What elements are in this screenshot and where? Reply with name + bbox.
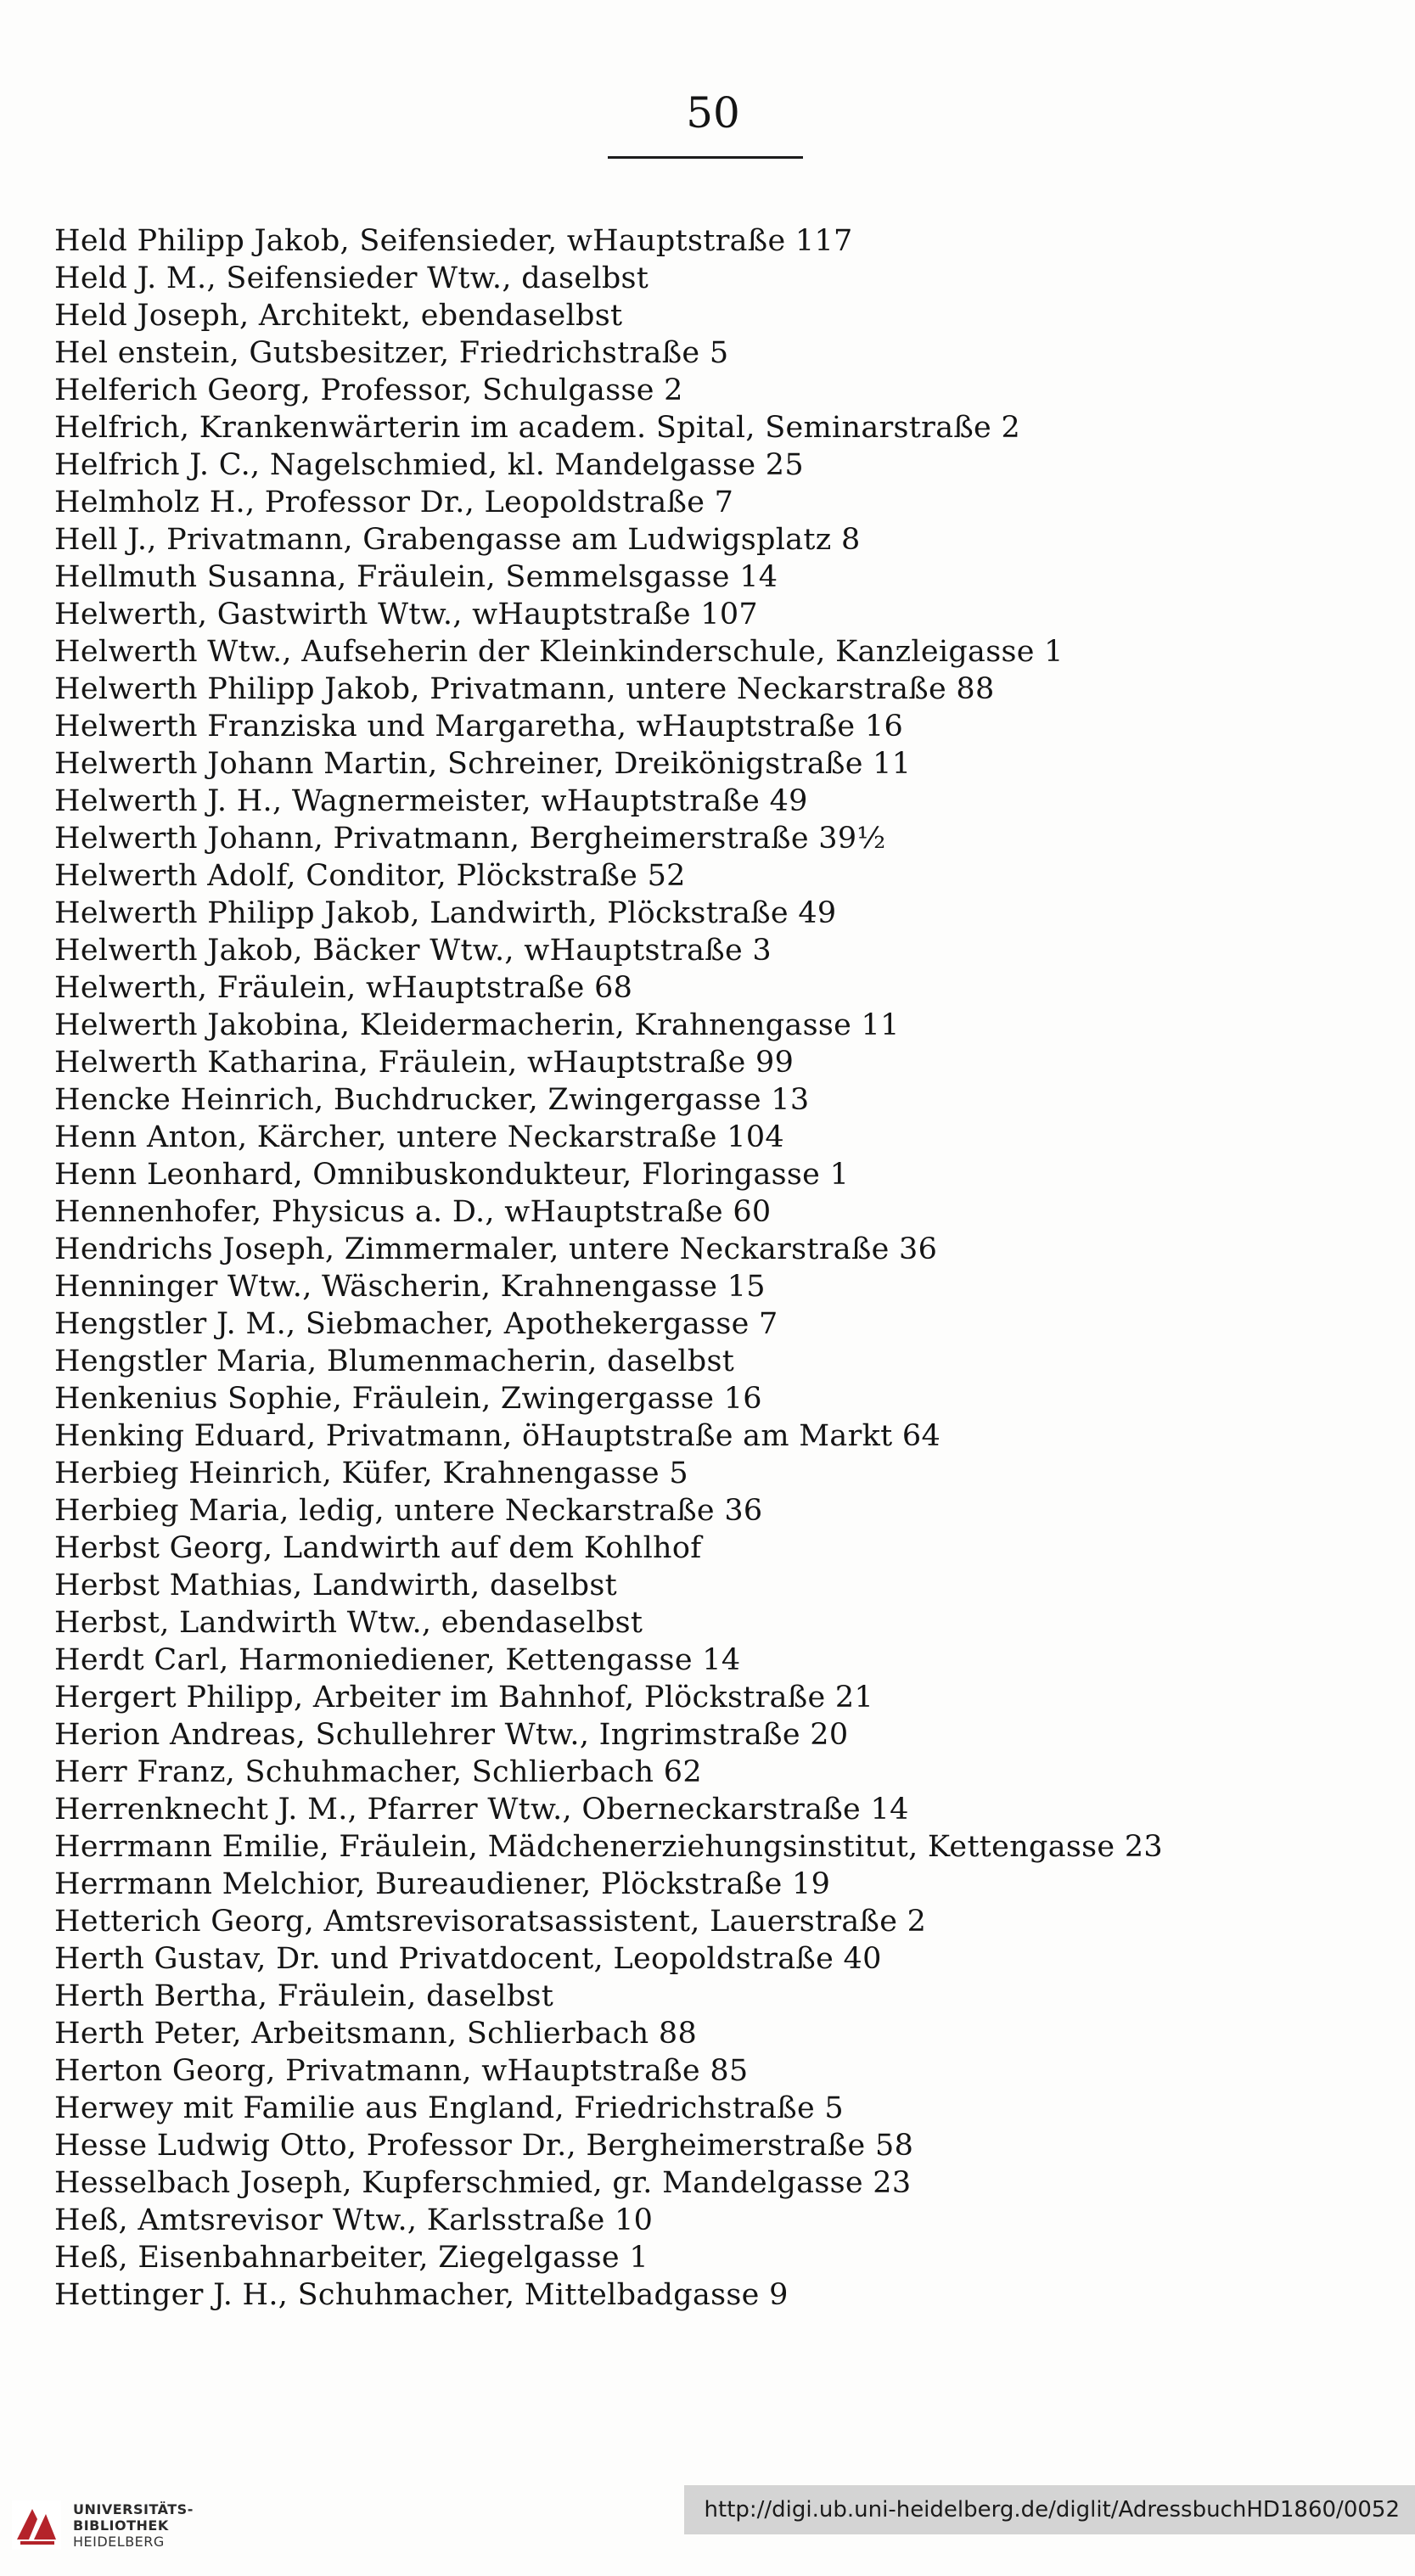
directory-entry: Helwerth Franziska und Margaretha, wHauptstraße 16 bbox=[54, 710, 904, 744]
directory-entry: Helwerth Johann, Privatmann, Bergheimerstraße 39½ bbox=[54, 822, 886, 856]
directory-entry: Henking Eduard, Privatmann, öHauptstraße am Markt 64 bbox=[54, 1419, 941, 1453]
directory-entry: Herwey mit Familie aus England, Friedrichstraße 5 bbox=[54, 2091, 844, 2125]
directory-entry: Hel enstein, Gutsbesitzer, Friedrichstraße 5 bbox=[54, 336, 729, 370]
directory-entry: Herth Bertha, Fräulein, daselbst bbox=[54, 1979, 554, 2013]
directory-entry: Helwerth Philipp Jakob, Privatmann, untere Neckarstraße 88 bbox=[54, 672, 995, 706]
library-name-line1: UNIVERSITÄTS- bbox=[73, 2500, 194, 2517]
directory-entry: Herth Peter, Arbeitsmann, Schlierbach 88 bbox=[54, 2017, 698, 2051]
directory-entry: Herbst Mathias, Landwirth, daselbst bbox=[54, 1569, 617, 1602]
directory-entry: Helwerth Johann Martin, Schreiner, Dreikönigstraße 11 bbox=[54, 747, 912, 781]
directory-entry: Held Joseph, Architekt, ebendaselbst bbox=[54, 299, 623, 333]
directory-entry: Herdt Carl, Harmoniediener, Kettengasse 14 bbox=[54, 1643, 741, 1677]
directory-entry: Hell J., Privatmann, Grabengasse am Ludwigsplatz 8 bbox=[54, 523, 861, 557]
library-name-line3: HEIDELBERG bbox=[73, 2533, 165, 2550]
directory-entry: Helwerth Wtw., Aufseherin der Kleinkinderschule, Kanzleigasse 1 bbox=[54, 635, 1064, 669]
directory-entry: Hendrichs Joseph, Zimmermaler, untere Neckarstraße 36 bbox=[54, 1232, 938, 1266]
directory-entry: Henn Anton, Kärcher, untere Neckarstraße 104 bbox=[54, 1120, 784, 1154]
directory-entry: Heß, Amtsrevisor Wtw., Karlsstraße 10 bbox=[54, 2203, 654, 2237]
directory-entry: Hennenhofer, Physicus a. D., wHauptstraße 60 bbox=[54, 1195, 772, 1229]
directory-entry: Henkenius Sophie, Fräulein, Zwingergasse 16 bbox=[54, 1382, 762, 1416]
directory-entry: Hettinger J. H., Schuhmacher, Mittelbadgasse 9 bbox=[54, 2278, 789, 2312]
directory-entry: Helmholz H., Professor Dr., Leopoldstraße 7 bbox=[54, 485, 734, 519]
directory-entry-list bbox=[54, 222, 1362, 2314]
directory-entry: Hencke Heinrich, Buchdrucker, Zwingergasse 13 bbox=[54, 1083, 810, 1117]
source-url[interactable]: http://digi.ub.uni-heidelberg.de/diglit/AdressbuchHD1860/0052 bbox=[684, 2485, 1415, 2534]
directory-entry: Herbieg Heinrich, Küfer, Krahnengasse 5 bbox=[54, 1456, 688, 1490]
directory-entry: Hellmuth Susanna, Fräulein, Semmelsgasse 14 bbox=[54, 560, 778, 594]
directory-entry: Helfrich, Krankenwärterin im academ. Spital, Seminarstraße 2 bbox=[54, 411, 1021, 445]
directory-entry: Held Philipp Jakob, Seifensieder, wHauptstraße 117 bbox=[54, 224, 853, 258]
directory-entry: Helwerth, Gastwirth Wtw., wHauptstraße 107 bbox=[54, 598, 758, 631]
directory-entry: Hesse Ludwig Otto, Professor Dr., Bergheimerstraße 58 bbox=[54, 2129, 914, 2163]
directory-entry: Hergert Philipp, Arbeiter im Bahnhof, Plöckstraße 21 bbox=[54, 1681, 874, 1715]
directory-entry: Helfrich J. C., Nagelschmied, kl. Mandelgasse 25 bbox=[54, 448, 804, 482]
directory-entry: Helwerth Jakob, Bäcker Wtw., wHauptstraße 3 bbox=[54, 934, 772, 968]
directory-entry: Herr Franz, Schuhmacher, Schlierbach 62 bbox=[54, 1755, 702, 1789]
directory-entry: Herbst Georg, Landwirth auf dem Kohlhof bbox=[54, 1531, 702, 1565]
directory-entry: Henn Leonhard, Omnibuskondukteur, Floringasse 1 bbox=[54, 1158, 850, 1192]
directory-entry: Helwerth Katharina, Fräulein, wHauptstraße 99 bbox=[54, 1046, 795, 1080]
directory-entry: Hetterich Georg, Amtsrevisoratsassistent, Lauerstraße 2 bbox=[54, 1905, 927, 1939]
directory-entry: Heß, Eisenbahnarbeiter, Ziegelgasse 1 bbox=[54, 2241, 649, 2275]
directory-entry: Helwerth Philipp Jakob, Landwirth, Plöckstraße 49 bbox=[54, 896, 837, 930]
directory-entry: Helwerth J. H., Wagnermeister, wHauptstraße 49 bbox=[54, 784, 808, 818]
directory-entry: Helwerth Adolf, Conditor, Plöckstraße 52 bbox=[54, 859, 686, 893]
library-emblem-icon bbox=[12, 2500, 61, 2550]
directory-entry: Held J. M., Seifensieder Wtw., daselbst bbox=[54, 261, 649, 295]
library-name-line2: BIBLIOTHEK bbox=[73, 2517, 169, 2534]
directory-entry: Hengstler J. M., Siebmacher, Apothekergasse 7 bbox=[54, 1307, 778, 1341]
footer-bar bbox=[0, 2478, 1415, 2576]
directory-entry: Herth Gustav, Dr. und Privatdocent, Leopoldstraße 40 bbox=[54, 1942, 882, 1976]
directory-entry: Herton Georg, Privatmann, wHauptstraße 85 bbox=[54, 2054, 749, 2088]
directory-entry: Hengstler Maria, Blumenmacherin, daselbst bbox=[54, 1344, 735, 1378]
directory-entry: Helferich Georg, Professor, Schulgasse 2 bbox=[54, 373, 683, 407]
page-number-underline bbox=[608, 156, 803, 159]
library-logo[interactable] bbox=[12, 2478, 194, 2572]
directory-entry: Hesselbach Joseph, Kupferschmied, gr. Mandelgasse 23 bbox=[54, 2166, 912, 2200]
directory-entry: Helwerth, Fräulein, wHauptstraße 68 bbox=[54, 971, 633, 1005]
directory-entry: Herrmann Emilie, Fräulein, Mädchenerziehungsinstitut, Kettengasse 23 bbox=[54, 1830, 1163, 1864]
library-name bbox=[73, 2501, 194, 2550]
directory-entry: Herrenknecht J. M., Pfarrer Wtw., Oberneckarstraße 14 bbox=[54, 1793, 909, 1827]
directory-entry: Helwerth Jakobina, Kleidermacherin, Krahnengasse 11 bbox=[54, 1008, 900, 1042]
directory-entry: Herbieg Maria, ledig, untere Neckarstraße 36 bbox=[54, 1494, 763, 1528]
page-number: 50 bbox=[686, 88, 740, 137]
directory-entry: Herion Andreas, Schullehrer Wtw., Ingrimstraße 20 bbox=[54, 1718, 849, 1752]
directory-entry: Herrmann Melchior, Bureaudiener, Plöckstraße 19 bbox=[54, 1867, 831, 1901]
directory-entry: Herbst, Landwirth Wtw., ebendaselbst bbox=[54, 1606, 643, 1640]
directory-entry: Henninger Wtw., Wäscherin, Krahnengasse 15 bbox=[54, 1270, 766, 1304]
